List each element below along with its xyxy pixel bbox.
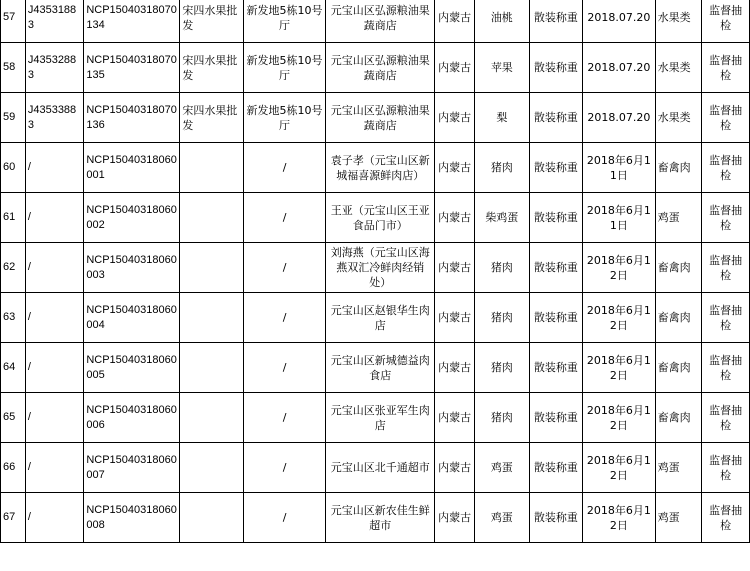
table-row xyxy=(1,493,750,543)
province-cell: 内蒙古 xyxy=(435,43,475,93)
date-cell: 2018年6月12日 xyxy=(583,243,655,293)
category-cell: 鸡蛋 xyxy=(655,193,702,243)
task-type-cell: 监督抽检 xyxy=(702,93,750,143)
manufacturer-cell: 宋四水果批发 xyxy=(180,43,243,93)
manufacturer-cell xyxy=(180,393,243,443)
address-cell: / xyxy=(243,243,325,293)
address-cell: / xyxy=(243,443,325,493)
product-cell: 苹果 xyxy=(475,43,530,93)
store-cell: 元宝山区新农佳生鲜超市 xyxy=(326,493,435,543)
address-cell: / xyxy=(243,293,325,343)
sample-id-cell: / xyxy=(25,493,83,543)
category-cell: 畜禽肉 xyxy=(655,343,702,393)
task-type-cell: 监督抽检 xyxy=(702,493,750,543)
spec-cell: 散装称重 xyxy=(529,143,583,193)
spec-cell: 散装称重 xyxy=(529,393,583,443)
address-cell: / xyxy=(243,143,325,193)
date-cell: 2018年6月12日 xyxy=(583,443,655,493)
date-cell: 2018年6月12日 xyxy=(583,393,655,443)
store-cell: 元宝山区张亚军生肉店 xyxy=(326,393,435,443)
product-cell: 柴鸡蛋 xyxy=(475,193,530,243)
spec-cell: 散装称重 xyxy=(529,243,583,293)
date-cell: 2018年6月12日 xyxy=(583,493,655,543)
row-number-cell: 65 xyxy=(1,393,26,443)
category-cell: 畜禽肉 xyxy=(655,293,702,343)
row-number-cell: 63 xyxy=(1,293,26,343)
product-cell: 猪肉 xyxy=(475,343,530,393)
sample-id-cell: / xyxy=(25,193,83,243)
sample-id-cell: / xyxy=(25,393,83,443)
table-row xyxy=(1,143,750,193)
address-cell: / xyxy=(243,393,325,443)
table-row xyxy=(1,443,750,493)
row-number-cell: 59 xyxy=(1,93,26,143)
sample-id-cell: J43532883 xyxy=(25,43,83,93)
task-type-cell: 监督抽检 xyxy=(702,243,750,293)
product-cell: 鸡蛋 xyxy=(475,493,530,543)
province-cell: 内蒙古 xyxy=(435,193,475,243)
category-cell: 畜禽肉 xyxy=(655,243,702,293)
spec-cell: 散装称重 xyxy=(529,43,583,93)
store-cell: 元宝山区弘源粮油果蔬商店 xyxy=(326,43,435,93)
report-number-cell: NCP15040318070135 xyxy=(84,43,180,93)
province-cell: 内蒙古 xyxy=(435,443,475,493)
sample-id-cell: J43531883 xyxy=(25,0,83,43)
date-cell: 2018.07.20 xyxy=(583,0,655,43)
table-row xyxy=(1,43,750,93)
category-cell: 畜禽肉 xyxy=(655,143,702,193)
task-type-cell: 监督抽检 xyxy=(702,293,750,343)
product-cell: 油桃 xyxy=(475,0,530,43)
date-cell: 2018.07.20 xyxy=(583,93,655,143)
product-cell: 猪肉 xyxy=(475,293,530,343)
spec-cell: 散装称重 xyxy=(529,343,583,393)
category-cell: 水果类 xyxy=(655,43,702,93)
task-type-cell: 监督抽检 xyxy=(702,393,750,443)
table-row xyxy=(1,193,750,243)
province-cell: 内蒙古 xyxy=(435,293,475,343)
sample-id-cell: / xyxy=(25,443,83,493)
store-cell: 刘海燕（元宝山区海燕双汇冷鲜肉经销处） xyxy=(326,243,435,293)
task-type-cell: 监督抽检 xyxy=(702,193,750,243)
spec-cell: 散装称重 xyxy=(529,93,583,143)
task-type-cell: 监督抽检 xyxy=(702,343,750,393)
province-cell: 内蒙古 xyxy=(435,93,475,143)
report-number-cell: NCP15040318060006 xyxy=(84,393,180,443)
row-number-cell: 62 xyxy=(1,243,26,293)
category-cell: 鸡蛋 xyxy=(655,493,702,543)
sample-id-cell: J43533883 xyxy=(25,93,83,143)
date-cell: 2018年6月12日 xyxy=(583,293,655,343)
address-cell: 新发地5栋10号厅 xyxy=(243,43,325,93)
sample-id-cell: / xyxy=(25,243,83,293)
date-cell: 2018年6月11日 xyxy=(583,143,655,193)
table-row xyxy=(1,0,750,43)
table-row xyxy=(1,293,750,343)
category-cell: 畜禽肉 xyxy=(655,393,702,443)
table-row xyxy=(1,343,750,393)
product-cell: 猪肉 xyxy=(475,243,530,293)
address-cell: / xyxy=(243,493,325,543)
report-number-cell: NCP15040318070134 xyxy=(84,0,180,43)
store-cell: 王亚（元宝山区王亚食品门市） xyxy=(326,193,435,243)
address-cell: 新发地5栋10号厅 xyxy=(243,93,325,143)
sample-id-cell: / xyxy=(25,293,83,343)
manufacturer-cell xyxy=(180,193,243,243)
row-number-cell: 57 xyxy=(1,0,26,43)
spec-cell: 散装称重 xyxy=(529,0,583,43)
table-row xyxy=(1,93,750,143)
sample-id-cell: / xyxy=(25,143,83,193)
product-cell: 梨 xyxy=(475,93,530,143)
store-cell: 元宝山区赵银华生肉店 xyxy=(326,293,435,343)
store-cell: 元宝山区弘源粮油果蔬商店 xyxy=(326,93,435,143)
table-body xyxy=(1,0,750,543)
row-number-cell: 67 xyxy=(1,493,26,543)
manufacturer-cell xyxy=(180,293,243,343)
manufacturer-cell xyxy=(180,493,243,543)
province-cell: 内蒙古 xyxy=(435,243,475,293)
product-cell: 猪肉 xyxy=(475,143,530,193)
date-cell: 2018年6月11日 xyxy=(583,193,655,243)
row-number-cell: 60 xyxy=(1,143,26,193)
row-number-cell: 58 xyxy=(1,43,26,93)
task-type-cell: 监督抽检 xyxy=(702,0,750,43)
product-cell: 鸡蛋 xyxy=(475,443,530,493)
province-cell: 内蒙古 xyxy=(435,343,475,393)
product-cell: 猪肉 xyxy=(475,393,530,443)
report-number-cell: NCP15040318060005 xyxy=(84,343,180,393)
manufacturer-cell: 宋四水果批发 xyxy=(180,93,243,143)
task-type-cell: 监督抽检 xyxy=(702,143,750,193)
manufacturer-cell xyxy=(180,143,243,193)
row-number-cell: 61 xyxy=(1,193,26,243)
category-cell: 鸡蛋 xyxy=(655,443,702,493)
report-number-cell: NCP15040318060001 xyxy=(84,143,180,193)
store-cell: 元宝山区新城德益肉食店 xyxy=(326,343,435,393)
table-row xyxy=(1,243,750,293)
province-cell: 内蒙古 xyxy=(435,143,475,193)
address-cell: / xyxy=(243,193,325,243)
address-cell: / xyxy=(243,343,325,393)
report-number-cell: NCP15040318060003 xyxy=(84,243,180,293)
province-cell: 内蒙古 xyxy=(435,0,475,43)
report-number-cell: NCP15040318060002 xyxy=(84,193,180,243)
task-type-cell: 监督抽检 xyxy=(702,43,750,93)
store-cell: 袁子孝（元宝山区新城福喜源鲜肉店） xyxy=(326,143,435,193)
table-row xyxy=(1,393,750,443)
category-cell: 水果类 xyxy=(655,93,702,143)
row-number-cell: 64 xyxy=(1,343,26,393)
row-number-cell: 66 xyxy=(1,443,26,493)
address-cell: 新发地5栋10号厅 xyxy=(243,0,325,43)
report-number-cell: NCP15040318060004 xyxy=(84,293,180,343)
province-cell: 内蒙古 xyxy=(435,393,475,443)
province-cell: 内蒙古 xyxy=(435,493,475,543)
spec-cell: 散装称重 xyxy=(529,293,583,343)
manufacturer-cell xyxy=(180,443,243,493)
sample-id-cell: / xyxy=(25,343,83,393)
task-type-cell: 监督抽检 xyxy=(702,443,750,493)
date-cell: 2018年6月12日 xyxy=(583,343,655,393)
report-number-cell: NCP15040318060007 xyxy=(84,443,180,493)
spec-cell: 散装称重 xyxy=(529,193,583,243)
store-cell: 元宝山区北千通超市 xyxy=(326,443,435,493)
date-cell: 2018.07.20 xyxy=(583,43,655,93)
category-cell: 水果类 xyxy=(655,0,702,43)
manufacturer-cell: 宋四水果批发 xyxy=(180,0,243,43)
spec-cell: 散装称重 xyxy=(529,493,583,543)
manufacturer-cell xyxy=(180,343,243,393)
report-number-cell: NCP15040318070136 xyxy=(84,93,180,143)
store-cell: 元宝山区弘源粮油果蔬商店 xyxy=(326,0,435,43)
spec-cell: 散装称重 xyxy=(529,443,583,493)
report-number-cell: NCP15040318060008 xyxy=(84,493,180,543)
manufacturer-cell xyxy=(180,243,243,293)
